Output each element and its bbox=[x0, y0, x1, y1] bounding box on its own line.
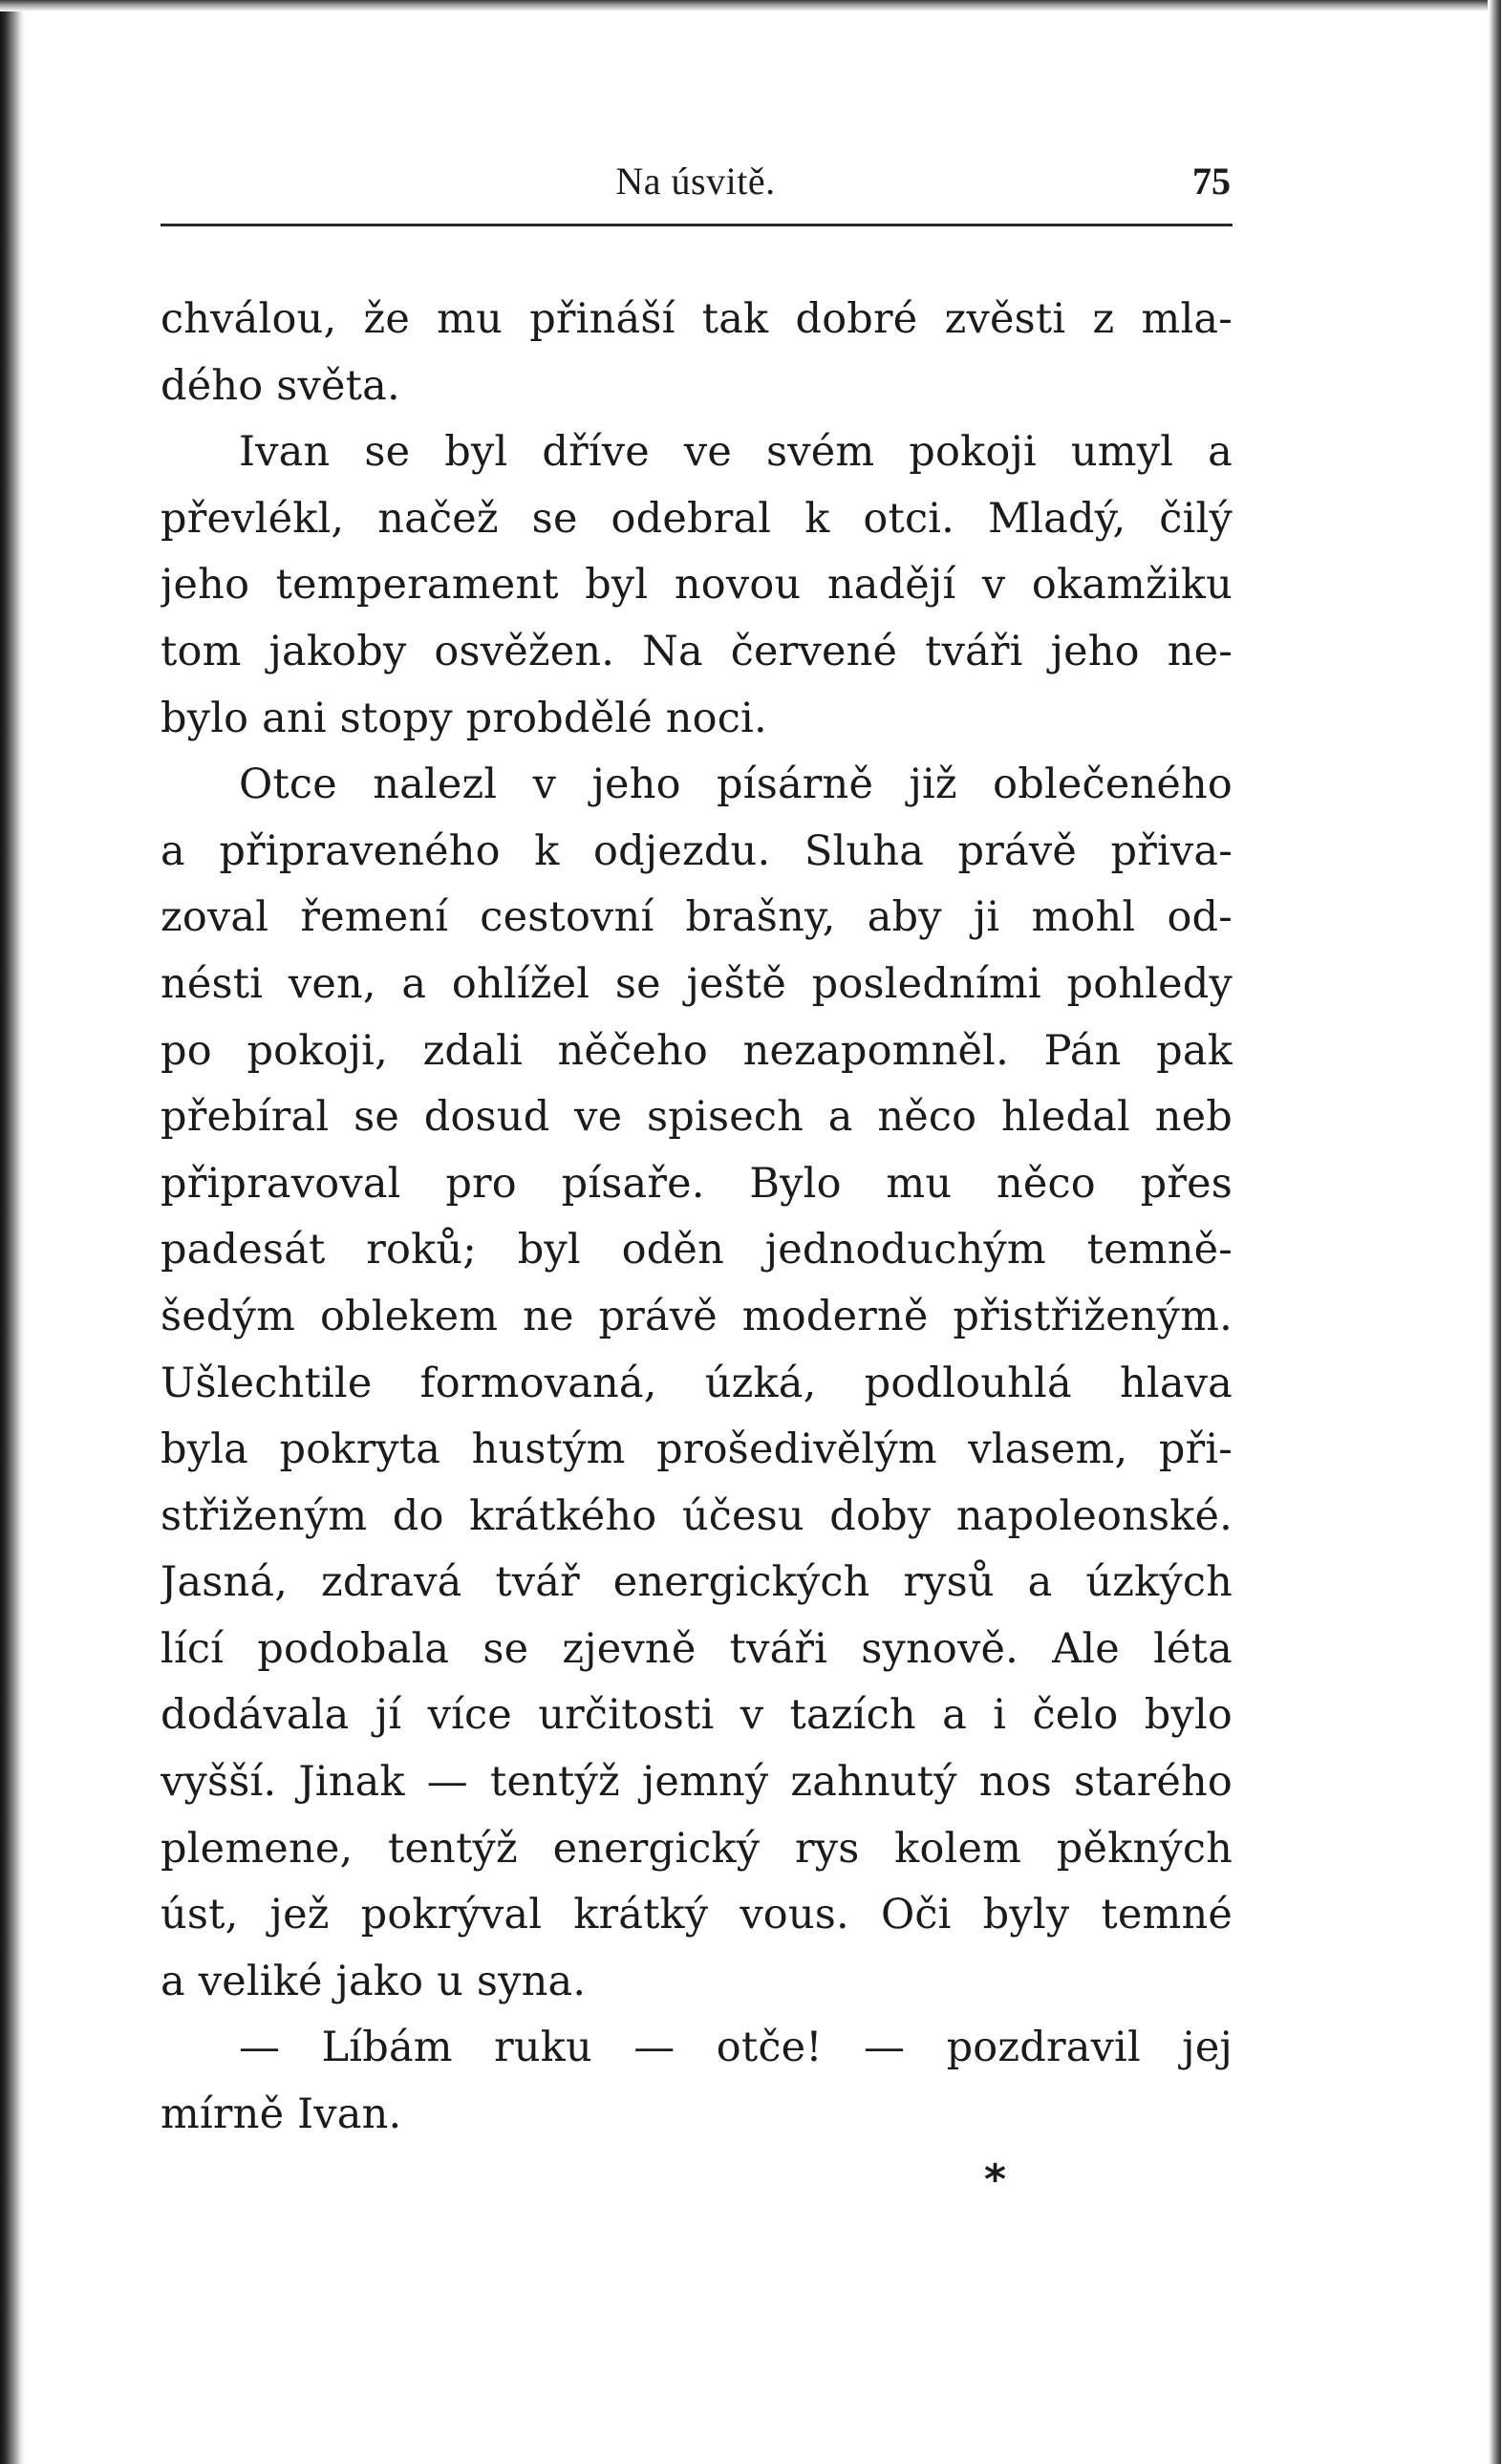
text-line: lící podobala se zjevně tváři synově. Ale léta bbox=[161, 1624, 1233, 1673]
text-line: Ivan se byl dříve ve svém pokoji umyl a bbox=[239, 428, 1233, 477]
text-line: připravoval pro písaře. Bylo mu něco přes bbox=[161, 1159, 1233, 1208]
text-line: dodávala jí více určitosti v tazích a i čelo bylo bbox=[161, 1691, 1233, 1740]
text-line: převlékl, načež se odebral k otci. Mladý, čilý bbox=[161, 494, 1233, 543]
text-line: dého světa. bbox=[161, 361, 400, 410]
running-title: Na úsvitě. bbox=[615, 160, 776, 203]
text-line: padesát roků; byl oděn jednoduchým temně- bbox=[161, 1226, 1233, 1275]
text-line: Jasná, zdravá tvář energických rysů a úzkých bbox=[161, 1558, 1233, 1607]
text-line: přebíral se dosud ve spisech a něco hledal neb bbox=[161, 1093, 1233, 1142]
text-line: úst, jež pokrýval krátký vous. Oči byly temné bbox=[161, 1891, 1233, 1939]
text-line: chválou, že mu přináší tak dobré zvěsti z mla- bbox=[161, 295, 1233, 343]
header-rule bbox=[161, 224, 1233, 226]
text-line: — Líbám ruku — otče! — pozdravil jej bbox=[239, 2024, 1233, 2072]
text-line: a připraveného k odjezdu. Sluha právě přiva- bbox=[161, 826, 1233, 875]
text-line: jeho temperament byl novou nadějí v okamžiku bbox=[161, 561, 1233, 610]
scan-edge-left bbox=[0, 0, 25, 2464]
text-line: vyšší. Jinak — tentýž jemný zahnutý nos starého bbox=[161, 1758, 1233, 1807]
text-line: mírně Ivan. bbox=[161, 2090, 402, 2139]
text-line: byla pokryta hustým prošedivělým vlasem, při- bbox=[161, 1425, 1233, 1474]
page-number: 75 bbox=[1192, 160, 1231, 203]
text-line: tom jakoby osvěžen. Na červené tváři jeho ne- bbox=[161, 627, 1233, 675]
text-line: bylo ani stopy probdělé noci. bbox=[161, 694, 767, 742]
section-ornament: * bbox=[984, 2155, 1007, 2204]
text-line: po pokoji, zdali něčeho nezapomněl. Pán pak bbox=[161, 1026, 1233, 1075]
text-line: zoval řemení cestovní brašny, aby ji mohl od- bbox=[161, 893, 1233, 942]
body-text bbox=[161, 287, 1233, 2149]
text-line: střiženým do krátkého účesu doby napoleonské. bbox=[161, 1491, 1233, 1540]
text-line: plemene, tentýž energický rys kolem pěkných bbox=[161, 1824, 1233, 1873]
scan-edge-top bbox=[0, 0, 1501, 11]
text-line: šedým oblekem ne právě moderně přistřiženým. bbox=[161, 1292, 1233, 1340]
text-line: a veliké jako u syna. bbox=[161, 1957, 587, 2005]
scan-edge-right bbox=[1488, 0, 1501, 2464]
text-line: Otce nalezl v jeho písárně již oblečeného bbox=[239, 761, 1233, 809]
running-head bbox=[161, 153, 1231, 210]
text-line: nésti ven, a ohlížel se ještě posledními pohledy bbox=[161, 959, 1233, 1008]
text-line: Ušlechtile formovaná, úzká, podlouhlá hlava bbox=[161, 1359, 1233, 1407]
